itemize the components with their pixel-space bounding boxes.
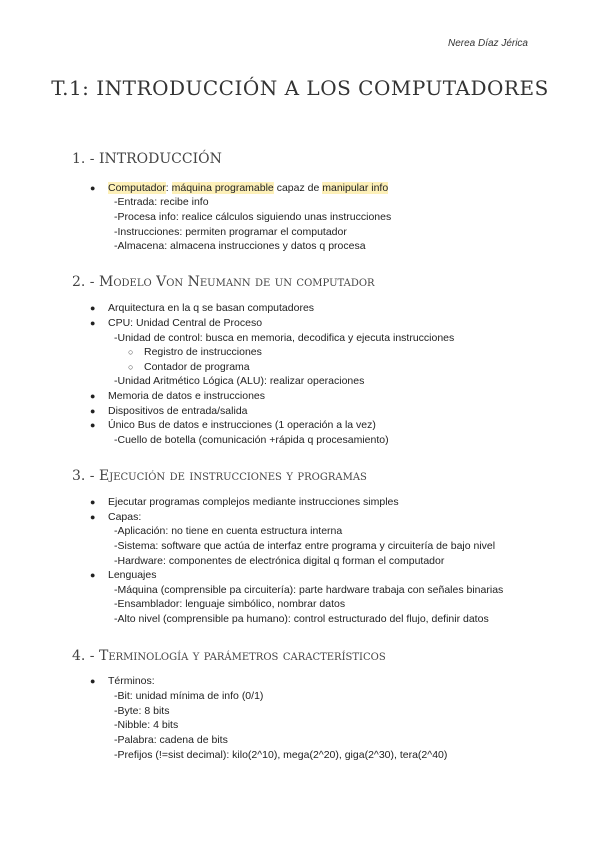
list-item: -Aplicación: no tiene en cuenta estructura interna <box>114 525 343 537</box>
list-item: -Hardware: componentes de electrónica digital q forman el computador <box>114 555 445 567</box>
separator: : <box>165 182 172 194</box>
list-item: -Ensamblador: lenguaje simbólico, nombrar datos <box>114 598 346 610</box>
section-4-heading: 4. - Terminología y parámetros característicos <box>72 648 386 664</box>
list-item: Capas: <box>108 511 142 523</box>
list-item: -Unidad de control: busca en memoria, decodifica y ejecuta instrucciones <box>114 332 455 344</box>
list-item: -Máquina (comprensible pa circuitería): parte hardware trabaja con señales binarias <box>114 584 504 596</box>
list-item: -Nibble: 4 bits <box>114 719 179 731</box>
author-name: Nerea Díaz Jérica <box>447 38 528 49</box>
circle-bullet-icon: ○ <box>128 362 134 372</box>
section-3-heading: 3. - Ejecución de instrucciones y programas <box>72 468 367 484</box>
list-item: -Alto nivel (comprensible pa humano): control estructurado del flujo, definir datos <box>114 613 489 625</box>
bullet-icon: ● <box>90 676 96 686</box>
bullet-icon: ● <box>90 303 96 313</box>
highlight-maquina-programable: máquina programable <box>171 182 274 194</box>
list-item: -Palabra: cadena de bits <box>114 734 228 746</box>
list-item: -Unidad Aritmético Lógica (ALU): realizar operaciones <box>114 375 365 387</box>
list-item: Memoria de datos e instrucciones <box>108 390 265 402</box>
list-item: Contador de programa <box>144 361 250 373</box>
list-item: Único Bus de datos e instrucciones (1 operación a la vez) <box>108 419 376 431</box>
computador-definition <box>108 182 388 194</box>
bullet-icon: ● <box>90 406 96 416</box>
list-item: -Byte: 8 bits <box>114 705 170 717</box>
list-item: -Bit: unidad mínima de info (0/1) <box>114 690 264 702</box>
list-item: -Instrucciones: permiten programar el computador <box>114 226 347 238</box>
bullet-icon: ● <box>90 391 96 401</box>
bullet-icon: ● <box>90 497 96 507</box>
circle-bullet-icon: ○ <box>128 347 134 357</box>
bullet-icon: ● <box>90 512 96 522</box>
list-item: Lenguajes <box>108 569 157 581</box>
page-title: T.1: INTRODUCCIÓN A LOS COMPUTADORES <box>51 76 549 100</box>
section-1-heading: 1. - INTRODUCCIÓN <box>72 151 222 167</box>
bullet-icon: ● <box>90 420 96 430</box>
bullet-icon: ● <box>90 318 96 328</box>
list-item: Dispositivos de entrada/salida <box>108 405 248 417</box>
bullet-icon: ● <box>90 570 96 580</box>
bullet-icon: ● <box>90 183 96 193</box>
list-item: CPU: Unidad Central de Proceso <box>108 317 263 329</box>
list-item: Arquitectura en la q se basan computadores <box>108 302 315 314</box>
section-2-heading: 2. - Modelo Von Neumann de un computador <box>72 274 375 290</box>
list-item: -Entrada: recibe info <box>114 196 209 208</box>
list-item: -Prefijos (!=sist decimal): kilo(2^10), mega(2^20), giga(2^30), tera(2^40) <box>114 749 448 761</box>
highlight-manipular-info: manipular info <box>322 182 389 194</box>
list-item: -Almacena: almacena instrucciones y datos q procesa <box>114 240 366 252</box>
definition-connector: capaz de <box>273 182 323 194</box>
highlight-computador: Computador <box>108 182 166 194</box>
list-item: -Procesa info: realice cálculos siguiendo unas instrucciones <box>114 211 392 223</box>
list-item: -Cuello de botella (comunicación +rápida q procesamiento) <box>114 434 389 446</box>
list-item: Términos: <box>108 675 155 687</box>
list-item: Ejecutar programas complejos mediante instrucciones simples <box>108 496 399 508</box>
list-item: -Sistema: software que actúa de interfaz entre programa y circuitería de bajo nivel <box>114 540 496 552</box>
list-item: Registro de instrucciones <box>144 346 262 358</box>
